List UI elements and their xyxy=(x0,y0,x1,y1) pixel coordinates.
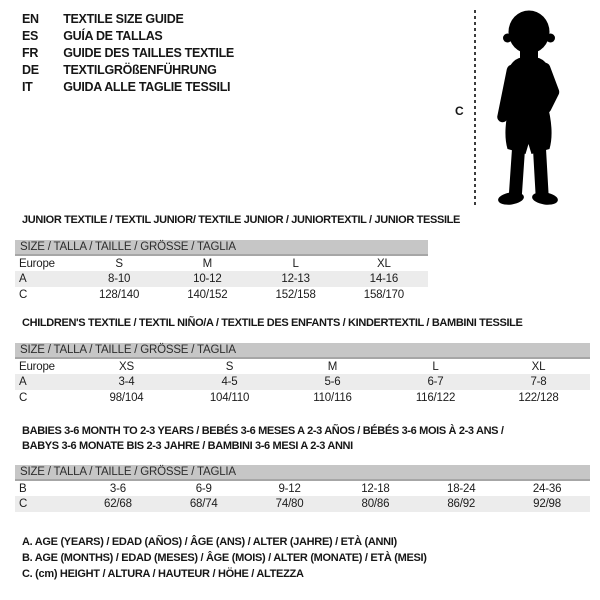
heading-line-1: BABIES 3-6 MONTH TO 2-3 YEARS / BEBÉS 3-6 MESES A 2-3 AÑOS / BÉBÉS 3-6 MOIS À 2-3 ANS / xyxy=(22,425,504,437)
section-heading: CHILDREN'S TEXTILE / TEXTIL NIÑO/A / TEXTILE DES ENFANTS / KINDERTEXTIL / BAMBINI TESSILE xyxy=(22,317,523,329)
language-code: FR xyxy=(22,46,39,60)
size-cell: S xyxy=(115,257,123,270)
guide-title: TEXTILGRÖßENFÜHRUNG xyxy=(63,63,217,77)
months-cell: 12-18 xyxy=(361,482,390,495)
guide-title: GUÍA DE TALLAS xyxy=(63,29,163,43)
age-cell: 4-5 xyxy=(178,374,281,390)
table-row xyxy=(15,480,590,496)
language-code: IT xyxy=(22,80,33,94)
months-cell: 18-24 xyxy=(447,482,476,495)
size-cell: XL xyxy=(531,360,546,373)
months-cell: 24-36 xyxy=(532,482,562,495)
height-cell: 92/98 xyxy=(504,496,590,512)
age-cell: 12-13 xyxy=(252,271,340,287)
age-cell: 7-8 xyxy=(487,374,590,390)
table-row xyxy=(15,255,428,271)
age-cell: 6-7 xyxy=(384,374,487,390)
height-cell: 62/68 xyxy=(75,496,161,512)
footnote-a: A. AGE (YEARS) / EDAD (AÑOS) / ÂGE (ANS) / ALTER (JAHRE) / ETÀ (ANNI) xyxy=(22,536,397,548)
children-size-table xyxy=(15,343,590,406)
age-cell: 3-4 xyxy=(75,374,178,390)
height-cell: 110/116 xyxy=(313,392,352,404)
months-cell: 6-9 xyxy=(195,482,212,495)
height-cell: 74/80 xyxy=(247,496,333,512)
section-childrens-textile xyxy=(0,316,600,406)
footnote-b: B. AGE (MONTHS) / EDAD (MESES) / ÂGE (MOIS) / ALTER (MONATE) / ETÀ (MESI) xyxy=(22,552,427,564)
language-row xyxy=(22,45,234,62)
height-measure-label: C xyxy=(455,104,464,118)
toddler-silhouette-icon xyxy=(481,7,576,207)
height-cell: 158/170 xyxy=(363,289,404,301)
row-label: A xyxy=(15,374,75,390)
language-title-list xyxy=(22,11,234,96)
language-code: EN xyxy=(22,12,39,26)
babies-size-table xyxy=(15,465,590,512)
height-cell: 122/128 xyxy=(518,392,559,404)
size-cell: XS xyxy=(119,360,134,373)
section-heading xyxy=(22,424,600,454)
heading-line-2: BABYS 3-6 MONATE BIS 2-3 JAHRE / BAMBINI 3-6 MESI A 2-3 ANNI xyxy=(22,440,353,452)
age-cell: 5-6 xyxy=(281,374,384,390)
height-cell: 80/86 xyxy=(332,496,418,512)
section-babies-textile xyxy=(0,424,600,512)
size-cell: M xyxy=(327,360,338,373)
height-measure-dashed-line xyxy=(474,10,476,207)
guide-title: GUIDA ALLE TAGLIE TESSILI xyxy=(63,80,231,94)
row-label: A xyxy=(15,271,75,287)
size-cell: M xyxy=(202,257,213,270)
table-header-bar: SIZE / TALLA / TAILLE / GRÖSSE / TAGLIA xyxy=(15,343,590,358)
height-cell: 98/104 xyxy=(109,392,144,404)
language-code: ES xyxy=(22,29,39,43)
height-cell: 86/92 xyxy=(418,496,504,512)
height-cell: 116/122 xyxy=(415,392,456,404)
table-row xyxy=(15,496,590,512)
language-row xyxy=(22,62,234,79)
footnotes xyxy=(22,534,427,582)
height-cell: 152/158 xyxy=(275,289,316,301)
footnote-c: C. (cm) HEIGHT / ALTURA / HAUTEUR / HÖHE / ALTEZZA xyxy=(22,568,304,580)
language-row xyxy=(22,28,234,45)
row-label: C xyxy=(19,289,28,301)
table-header-bar: SIZE / TALLA / TAILLE / GRÖSSE / TAGLIA xyxy=(15,240,428,255)
table-row xyxy=(15,358,590,374)
row-label: C xyxy=(15,496,75,512)
table-row xyxy=(15,374,590,390)
age-cell: 8-10 xyxy=(75,271,163,287)
language-code: DE xyxy=(22,63,39,77)
guide-title: TEXTILE SIZE GUIDE xyxy=(63,12,184,26)
height-cell: 140/152 xyxy=(187,289,228,301)
table-row xyxy=(15,271,428,287)
table-header-bar: SIZE / TALLA / TAILLE / GRÖSSE / TAGLIA xyxy=(15,465,590,480)
language-row xyxy=(22,79,234,96)
row-label: Europe xyxy=(19,257,55,270)
junior-size-table xyxy=(15,240,428,303)
row-label: Europe xyxy=(19,360,55,373)
height-cell: 68/74 xyxy=(161,496,247,512)
size-cell: XL xyxy=(377,257,391,270)
months-cell: 9-12 xyxy=(278,482,301,495)
table-row xyxy=(15,287,428,303)
language-row xyxy=(22,11,234,28)
size-cell: L xyxy=(292,257,299,270)
size-cell: L xyxy=(432,360,439,373)
row-label: B xyxy=(19,482,27,495)
size-cell: S xyxy=(225,360,234,373)
height-cell: 128/140 xyxy=(99,289,140,301)
table-row xyxy=(15,390,590,406)
height-cell: 104/110 xyxy=(209,392,250,404)
months-cell: 3-6 xyxy=(109,482,126,495)
row-label: C xyxy=(19,392,28,404)
section-heading: JUNIOR TEXTILE / TEXTIL JUNIOR/ TEXTILE JUNIOR / JUNIORTEXTIL / JUNIOR TESSILE xyxy=(22,214,461,226)
guide-title: GUIDE DES TAILLES TEXTILE xyxy=(63,46,234,60)
age-cell: 10-12 xyxy=(163,271,251,287)
age-cell: 14-16 xyxy=(340,271,428,287)
section-junior-textile xyxy=(0,213,600,303)
